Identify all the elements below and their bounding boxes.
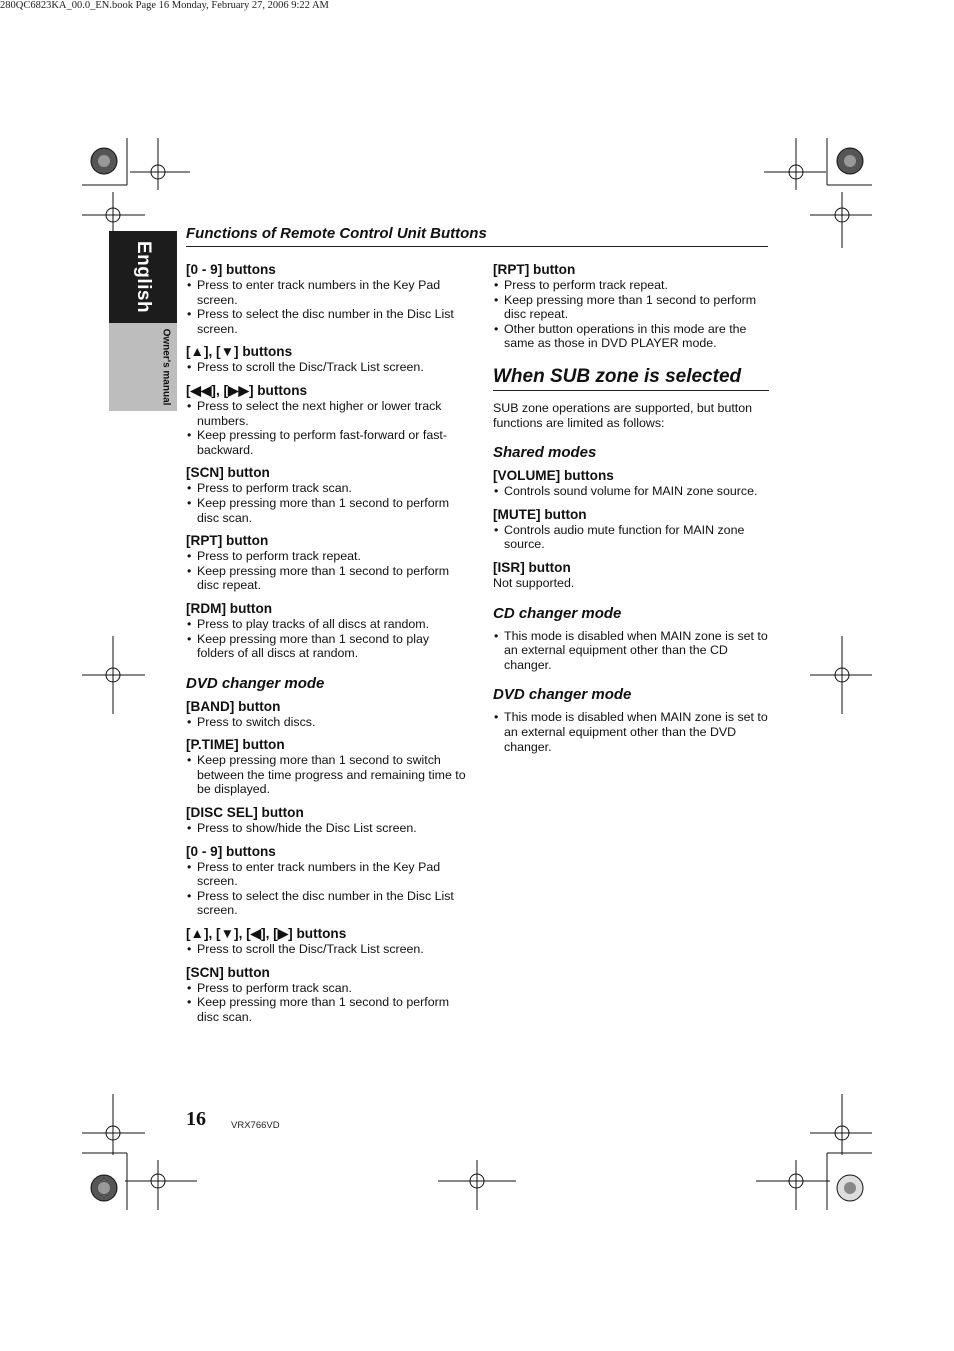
button-heading: [▲], [▼], [◀], [▶] buttons — [186, 926, 347, 942]
list-item: • Press to select the disc number in the Disc List screen. — [186, 307, 468, 336]
list-item: • Press to scroll the Disc/Track List screen. — [186, 360, 468, 375]
list-item: • Press to select the next higher or lower track numbers. — [186, 399, 468, 428]
button-heading: [▲], [▼] buttons — [186, 344, 293, 360]
print-slug: 280QC6823KA_00.0_EN.book Page 16 Monday, February 27, 2006 9:22 AM — [0, 0, 329, 11]
dvd-list — [493, 710, 769, 754]
button-heading: [SCN] button — [186, 465, 270, 481]
left-column — [186, 262, 468, 1024]
bullet-list — [186, 715, 468, 730]
shared-modes-title: Shared modes — [493, 444, 597, 462]
manual-tab-label: Owner's manual — [160, 328, 172, 406]
list-item: • Keep pressing more than 1 second to switch between the time progress and remaining time to be displayed. — [186, 753, 468, 797]
button-heading: [RPT] button — [186, 533, 269, 549]
bullet-list — [186, 278, 468, 336]
button-heading: [0 - 9] buttons — [186, 843, 276, 859]
cd-list — [493, 629, 769, 673]
volume-heading: [VOLUME] buttons — [493, 468, 614, 484]
dvd-changer-mode-title-right: DVD changer mode — [493, 686, 632, 704]
button-heading: [◀◀], [▶▶] buttons — [186, 382, 308, 398]
list-item: • Press to show/hide the Disc List screen. — [186, 821, 468, 836]
right-column — [493, 262, 769, 754]
list-item: • Press to perform track scan. — [186, 981, 468, 996]
left-top-groups — [186, 262, 468, 661]
button-heading: [RDM] button — [186, 600, 273, 616]
list-item: • Press to enter track numbers in the Key Pad screen. — [186, 278, 468, 307]
button-heading: [SCN] button — [186, 964, 270, 980]
list-item: • Keep pressing more than 1 second to perform disc repeat. — [493, 293, 769, 322]
dvd-changer-mode-title: DVD changer mode — [186, 674, 325, 692]
bullet-list — [186, 549, 468, 593]
bullet-list — [186, 617, 468, 661]
isr-heading: [ISR] button — [493, 559, 571, 575]
page-number: 16 — [186, 1108, 206, 1130]
list-item: • This mode is disabled when MAIN zone is set to an external equipment other than the CD changer. — [493, 629, 769, 673]
list-item: • Press to perform track repeat. — [493, 278, 769, 293]
section-rule — [186, 246, 768, 247]
list-item: • Press to select the disc number in the Disc List screen. — [186, 889, 468, 918]
list-item: • Press to perform track repeat. — [186, 549, 468, 564]
list-item: • Keep pressing more than 1 second to perform disc repeat. — [186, 564, 468, 593]
list-item: • Controls audio mute function for MAIN zone source. — [493, 523, 769, 552]
list-item: • Controls sound volume for MAIN zone source. — [493, 484, 769, 499]
list-item: • Keep pressing more than 1 second to perform disc scan. — [186, 995, 468, 1024]
volume-list — [493, 484, 769, 499]
isr-text: Not supported. — [493, 575, 575, 590]
button-heading: [0 - 9] buttons — [186, 262, 276, 277]
bullet-list — [186, 821, 468, 836]
language-tab-label: English — [133, 240, 154, 314]
bullet-list — [186, 860, 468, 918]
left-dvd-groups — [186, 699, 468, 1025]
list-item: • Press to enter track numbers in the Key Pad screen. — [186, 860, 468, 889]
list-item: • Keep pressing to perform fast-forward or fast-backward. — [186, 428, 468, 457]
mute-list — [493, 523, 769, 552]
list-item: • Keep pressing more than 1 second to play folders of all discs at random. — [186, 632, 468, 661]
button-heading: [BAND] button — [186, 698, 281, 714]
cd-changer-mode-title: CD changer mode — [493, 604, 622, 622]
bullet-list — [186, 481, 468, 525]
sub-zone-rule — [493, 390, 769, 391]
bullet-list — [186, 753, 468, 797]
list-item: • Keep pressing more than 1 second to perform disc scan. — [186, 496, 468, 525]
button-heading: [P.TIME] button — [186, 737, 285, 753]
sub-zone-intro: SUB zone operations are supported, but button functions are limited as follows: — [493, 400, 752, 430]
bullet-list — [186, 981, 468, 1025]
button-heading: [DISC SEL] button — [186, 805, 304, 821]
list-item: • Other button operations in this mode are the same as those in DVD PLAYER mode. — [493, 322, 769, 351]
rpt-heading: [RPT] button — [493, 262, 576, 277]
list-item: • Press to play tracks of all discs at random. — [186, 617, 468, 632]
list-item: • This mode is disabled when MAIN zone is set to an external equipment other than the DVD changer. — [493, 710, 769, 754]
mute-heading: [MUTE] button — [493, 506, 587, 522]
bullet-list — [186, 399, 468, 457]
list-item: • Press to switch discs. — [186, 715, 468, 730]
section-title: Functions of Remote Control Unit Buttons — [186, 225, 487, 242]
bullet-list — [186, 942, 468, 957]
bullet-list — [186, 360, 468, 375]
list-item: • Press to scroll the Disc/Track List screen. — [186, 942, 468, 957]
list-item: • Press to perform track scan. — [186, 481, 468, 496]
model-number: VRX766VD — [231, 1120, 280, 1131]
rpt-list — [493, 278, 769, 351]
sub-zone-title: When SUB zone is selected — [493, 365, 742, 387]
